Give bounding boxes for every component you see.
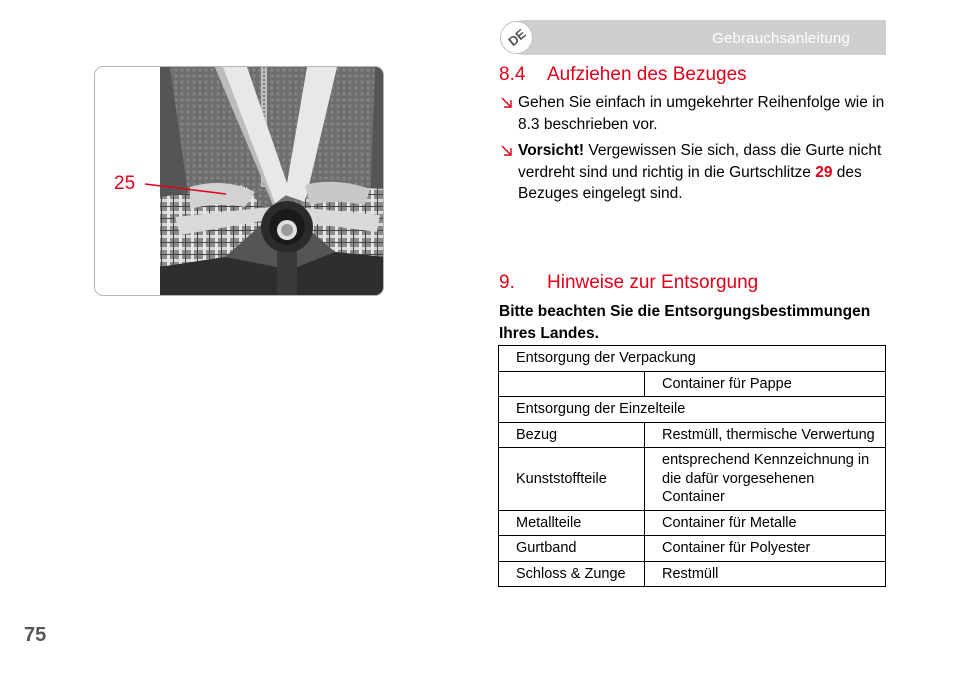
table-cell: Container für Polyester <box>645 536 886 562</box>
arrow-icon <box>500 96 514 110</box>
section-title: Hinweise zur Entsorgung <box>547 272 759 293</box>
callout-label-25: 25 <box>114 173 136 194</box>
arrow-icon <box>500 144 514 158</box>
page-number: 75 <box>24 624 47 646</box>
table-row <box>499 510 886 536</box>
table-cell: Gurtband <box>499 536 645 562</box>
warning-label: Vorsicht! <box>518 142 585 159</box>
section-heading-8-4 <box>499 64 747 86</box>
reference-number: 29 <box>815 163 833 181</box>
section-heading-9 <box>499 272 758 294</box>
harness-photo <box>94 66 384 296</box>
harness-photo-illustration <box>95 67 384 296</box>
section-number: 8.4 <box>499 64 526 85</box>
table-cell: Restmüll <box>645 561 886 587</box>
language-code: DE <box>505 25 529 50</box>
table-cell <box>499 371 645 397</box>
table-row <box>499 371 886 397</box>
table-row <box>499 346 886 372</box>
warning-text-end: des Bezuges eingelegt sind. <box>518 163 862 202</box>
disposal-intro: Bitte beachten Sie die Entsorgungsbestimmungen Ihres Landes. <box>499 303 871 342</box>
table-cell: entsprechend Kennzeichnung in die dafür vorgesehenen Container <box>645 448 886 511</box>
table-row <box>499 397 886 423</box>
header-title: Gebrauchsanleitung <box>712 30 850 47</box>
instruction-bullet-1 <box>500 92 890 135</box>
table-row <box>499 536 886 562</box>
table-row <box>499 422 886 448</box>
section-title: Aufziehen des Bezuges <box>547 64 747 85</box>
disposal-table <box>498 345 886 587</box>
table-row <box>499 448 886 511</box>
table-cell-header: Entsorgung der Verpackung <box>499 346 886 372</box>
table-row <box>499 561 886 587</box>
table-cell: Kunststoffteile <box>499 448 645 511</box>
instruction-bullet-2 <box>500 140 890 205</box>
table-cell: Container für Metalle <box>645 510 886 536</box>
table-cell: Container für Pappe <box>645 371 886 397</box>
bullet-text <box>500 140 890 205</box>
warning-text: Vergewissen Sie sich, dass die Gurte nicht verdreht sind und richtig in die Gurtschlitze <box>518 142 882 181</box>
bullet-text: Gehen Sie einfach in umgekehrter Reihenfolge wie in 8.3 beschrieben vor. <box>518 94 885 133</box>
section-number: 9. <box>499 272 515 293</box>
table-cell: Metallteile <box>499 510 645 536</box>
table-cell: Bezug <box>499 422 645 448</box>
table-cell: Schloss & Zunge <box>499 561 645 587</box>
table-cell: Restmüll, thermische Verwertung <box>645 422 886 448</box>
table-cell-header: Entsorgung der Einzelteile <box>499 397 886 423</box>
language-badge <box>500 21 533 54</box>
